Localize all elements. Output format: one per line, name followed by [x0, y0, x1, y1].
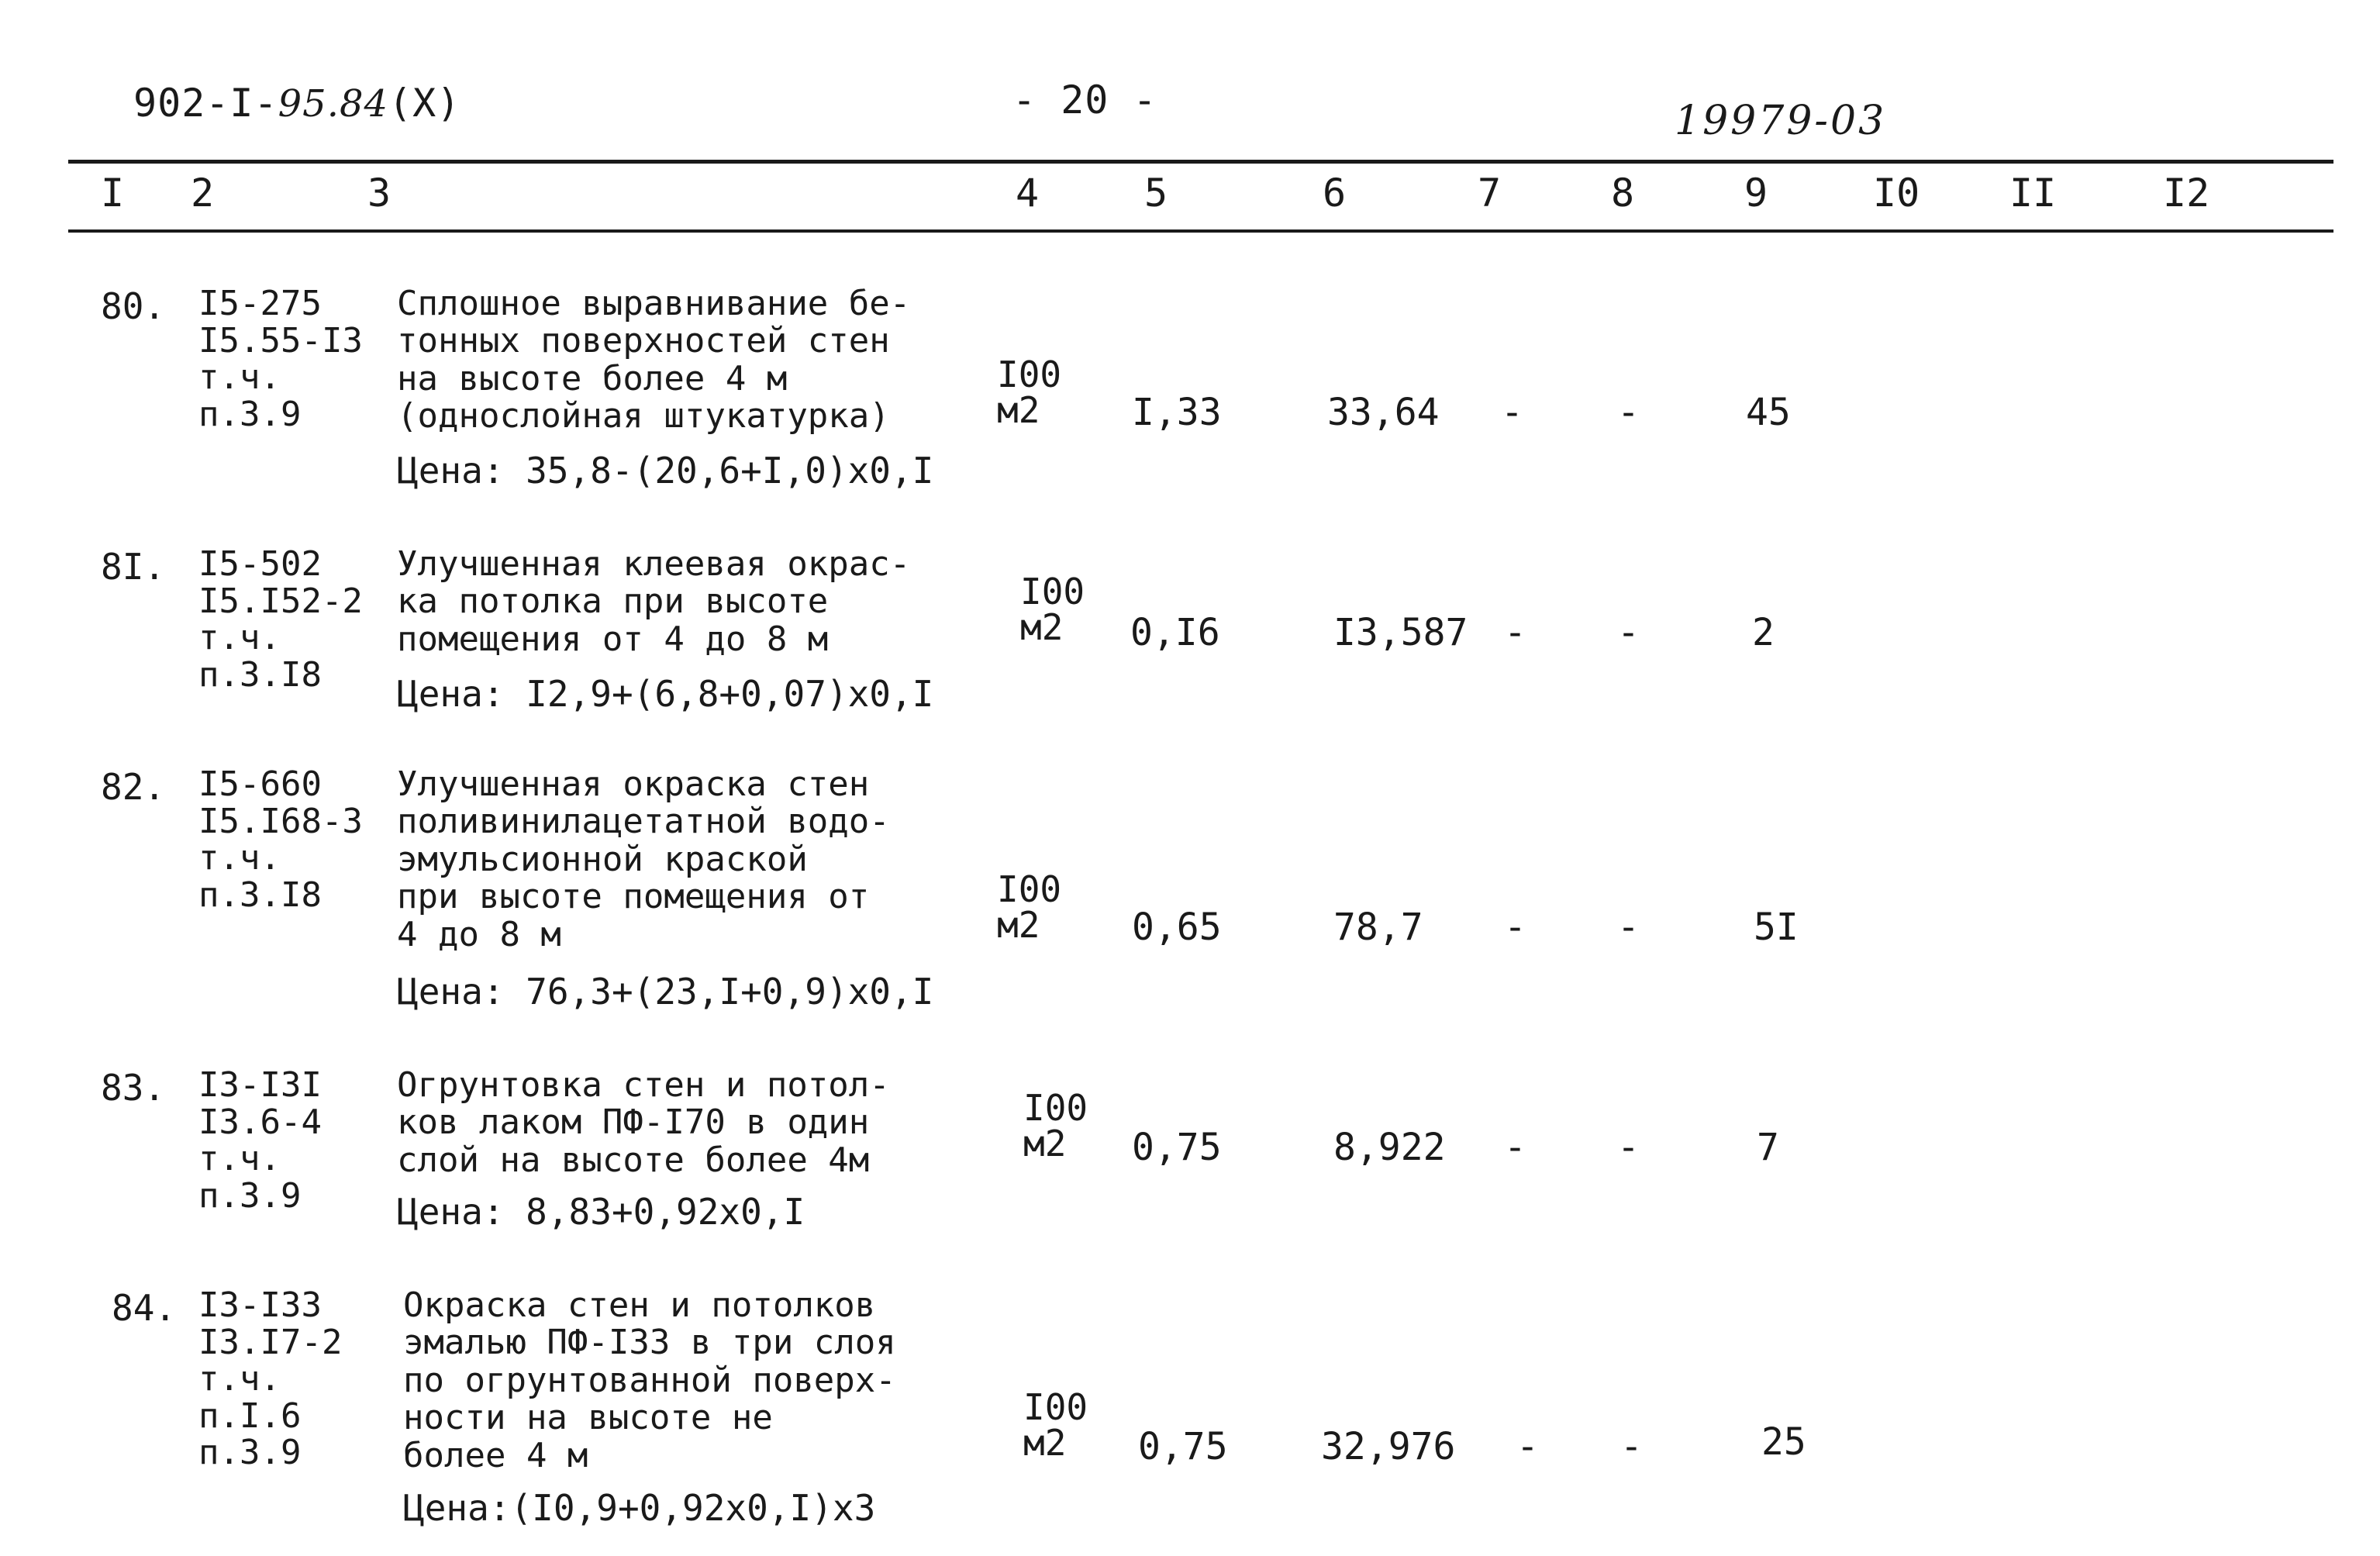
row-number: 8I.	[101, 546, 166, 588]
column-7-value: -	[1501, 391, 1523, 434]
row-description	[397, 766, 890, 954]
row-number: 83.	[101, 1067, 166, 1109]
unit-measure: м2	[997, 389, 1040, 431]
column-number-8: 8	[1611, 171, 1635, 216]
column-8-value: -	[1617, 906, 1640, 949]
page-number: - 20 -	[1012, 78, 1157, 122]
description-line: Огрунтовка стен и потол-	[397, 1065, 890, 1105]
description-line: слой на высоте более 4м	[397, 1140, 870, 1180]
reference-line: I5-275	[198, 284, 322, 323]
row-unit	[997, 354, 1062, 431]
column-9-value: 2	[1752, 611, 1775, 654]
row-price: Цена: 8,83+0,92x0,I	[397, 1191, 805, 1233]
column-number-7: 7	[1478, 171, 1502, 216]
row-references	[198, 1067, 322, 1214]
column-6-value: 32,976	[1321, 1425, 1456, 1468]
description-line: Сплошное выравнивание бе-	[397, 284, 911, 323]
column-number-12: I2	[2163, 171, 2210, 216]
reference-line: I3-I3I	[198, 1065, 322, 1105]
description-line: эмульсионной краской	[397, 839, 808, 879]
unit-quantity: I00	[1023, 1386, 1088, 1428]
column-5-value: 0,75	[1138, 1425, 1228, 1468]
column-6-value: I3,587	[1333, 611, 1468, 654]
column-9-value: 45	[1746, 391, 1791, 434]
row-price: Цена: 35,8-(20,6+I,0)x0,I	[397, 450, 934, 492]
column-6-value: 33,64	[1327, 391, 1440, 434]
column-number-5: 5	[1144, 171, 1168, 216]
row-unit	[1023, 1087, 1088, 1164]
column-number-2: 2	[191, 171, 215, 216]
column-number-9: 9	[1744, 171, 1768, 216]
description-line: Окраска стен и потолков	[403, 1285, 876, 1325]
row-description	[397, 1067, 890, 1179]
unit-measure: м2	[1023, 1422, 1067, 1464]
reference-line: I3.I7-2	[198, 1322, 343, 1362]
column-5-value: I,33	[1132, 391, 1222, 434]
row-price: Цена:(I0,9+0,92x0,I)x3	[403, 1487, 876, 1529]
column-number-4: 4	[1016, 171, 1040, 216]
description-line: ности на высоте не	[403, 1398, 773, 1438]
column-number-6: 6	[1323, 171, 1347, 216]
column-number-11: II	[2009, 171, 2057, 216]
reference-line: п.3.9	[198, 1433, 302, 1473]
doc-number-handwritten: 19979-03	[1675, 98, 1887, 144]
row-description	[403, 1287, 896, 1475]
description-line: тонных поверхностей стен	[397, 321, 890, 361]
unit-quantity: I00	[997, 354, 1062, 395]
reference-line: т.ч.	[198, 838, 281, 878]
unit-measure: м2	[997, 904, 1040, 946]
description-line: (однослойная штукатурка)	[397, 396, 890, 436]
reference-line: I5-502	[198, 544, 322, 584]
document-code-printed: 902-I-	[133, 81, 278, 126]
reference-line: I5.I68-3	[198, 801, 363, 841]
description-line: ка потолка при высоте	[397, 581, 829, 622]
description-line: более 4 м	[403, 1435, 588, 1475]
reference-line: т.ч.	[198, 1359, 281, 1399]
reference-line: I3.6-4	[198, 1102, 322, 1142]
column-number-10: I0	[1873, 171, 1920, 216]
row-description	[397, 546, 910, 658]
row-number: 84.	[112, 1287, 177, 1329]
description-line: Улучшенная клеевая окрас-	[397, 544, 911, 584]
column-6-value: 8,922	[1333, 1126, 1446, 1169]
reference-line: I5-660	[198, 764, 322, 804]
row-unit	[997, 868, 1062, 946]
row-references	[198, 766, 363, 913]
reference-line: I3-I33	[198, 1285, 322, 1325]
column-7-value: -	[1504, 611, 1526, 654]
row-references	[198, 546, 363, 693]
row-price: Цена: I2,9+(6,8+0,07)x0,I	[397, 673, 934, 715]
column-5-value: 0,65	[1132, 906, 1222, 949]
document-code-suffix: (X)	[388, 81, 461, 126]
description-line: помещения от 4 до 8 м	[397, 619, 829, 659]
description-line: по огрунтованной поверх-	[403, 1360, 896, 1400]
column-number-1: I	[101, 171, 125, 216]
column-9-value: 7	[1757, 1126, 1779, 1169]
reference-line: т.ч.	[198, 1139, 281, 1179]
row-description	[397, 285, 910, 436]
description-line: поливинилацетатной водо-	[397, 802, 890, 842]
reference-line: т.ч.	[198, 618, 281, 658]
column-9-value: 5I	[1754, 906, 1799, 949]
top-rule	[68, 160, 2333, 164]
reference-line: п.3.I8	[198, 654, 322, 695]
column-8-value: -	[1620, 1425, 1643, 1468]
reference-line: п.3.I8	[198, 875, 322, 915]
unit-measure: м2	[1020, 606, 1064, 648]
column-8-value: -	[1617, 611, 1640, 654]
column-number-3: 3	[367, 171, 391, 216]
row-references	[198, 285, 363, 433]
row-number: 82.	[101, 766, 166, 808]
row-price: Цена: 76,3+(23,I+0,9)x0,I	[397, 971, 934, 1013]
column-7-value: -	[1504, 906, 1526, 949]
column-8-value: -	[1617, 391, 1640, 434]
column-5-value: 0,I6	[1130, 611, 1220, 654]
column-6-value: 78,7	[1333, 906, 1423, 949]
document-code	[133, 81, 460, 126]
column-8-value: -	[1617, 1126, 1640, 1169]
reference-line: т.ч.	[198, 357, 281, 398]
description-line: эмалью ПФ-I33 в три слоя	[403, 1323, 896, 1363]
description-line: Улучшенная окраска стен	[397, 764, 870, 804]
column-5-value: 0,75	[1132, 1126, 1222, 1169]
description-line: 4 до 8 м	[397, 914, 561, 954]
description-line: на высоте более 4 м	[397, 358, 788, 398]
row-references	[198, 1287, 342, 1471]
row-number: 80.	[101, 285, 166, 327]
row-unit	[1020, 571, 1085, 648]
unit-quantity: I00	[1020, 571, 1085, 612]
description-line: ков лаком ПФ-I70 в один	[397, 1102, 870, 1143]
description-line: при высоте помещения от	[397, 877, 870, 917]
row-unit	[1023, 1386, 1088, 1464]
reference-line: I5.I52-2	[198, 581, 363, 621]
unit-quantity: I00	[1023, 1087, 1088, 1129]
reference-line: I5.55-I3	[198, 320, 363, 361]
reference-line: п.I.6	[198, 1396, 302, 1436]
header-bottom-rule	[68, 229, 2333, 233]
column-7-value: -	[1504, 1126, 1526, 1169]
unit-quantity: I00	[997, 868, 1062, 910]
column-9-value: 25	[1761, 1420, 1806, 1464]
column-7-value: -	[1516, 1425, 1539, 1468]
reference-line: п.3.9	[198, 394, 302, 434]
document-code-handwritten: 95.84	[278, 82, 389, 126]
reference-line: п.3.9	[198, 1175, 302, 1216]
unit-measure: м2	[1023, 1123, 1067, 1164]
